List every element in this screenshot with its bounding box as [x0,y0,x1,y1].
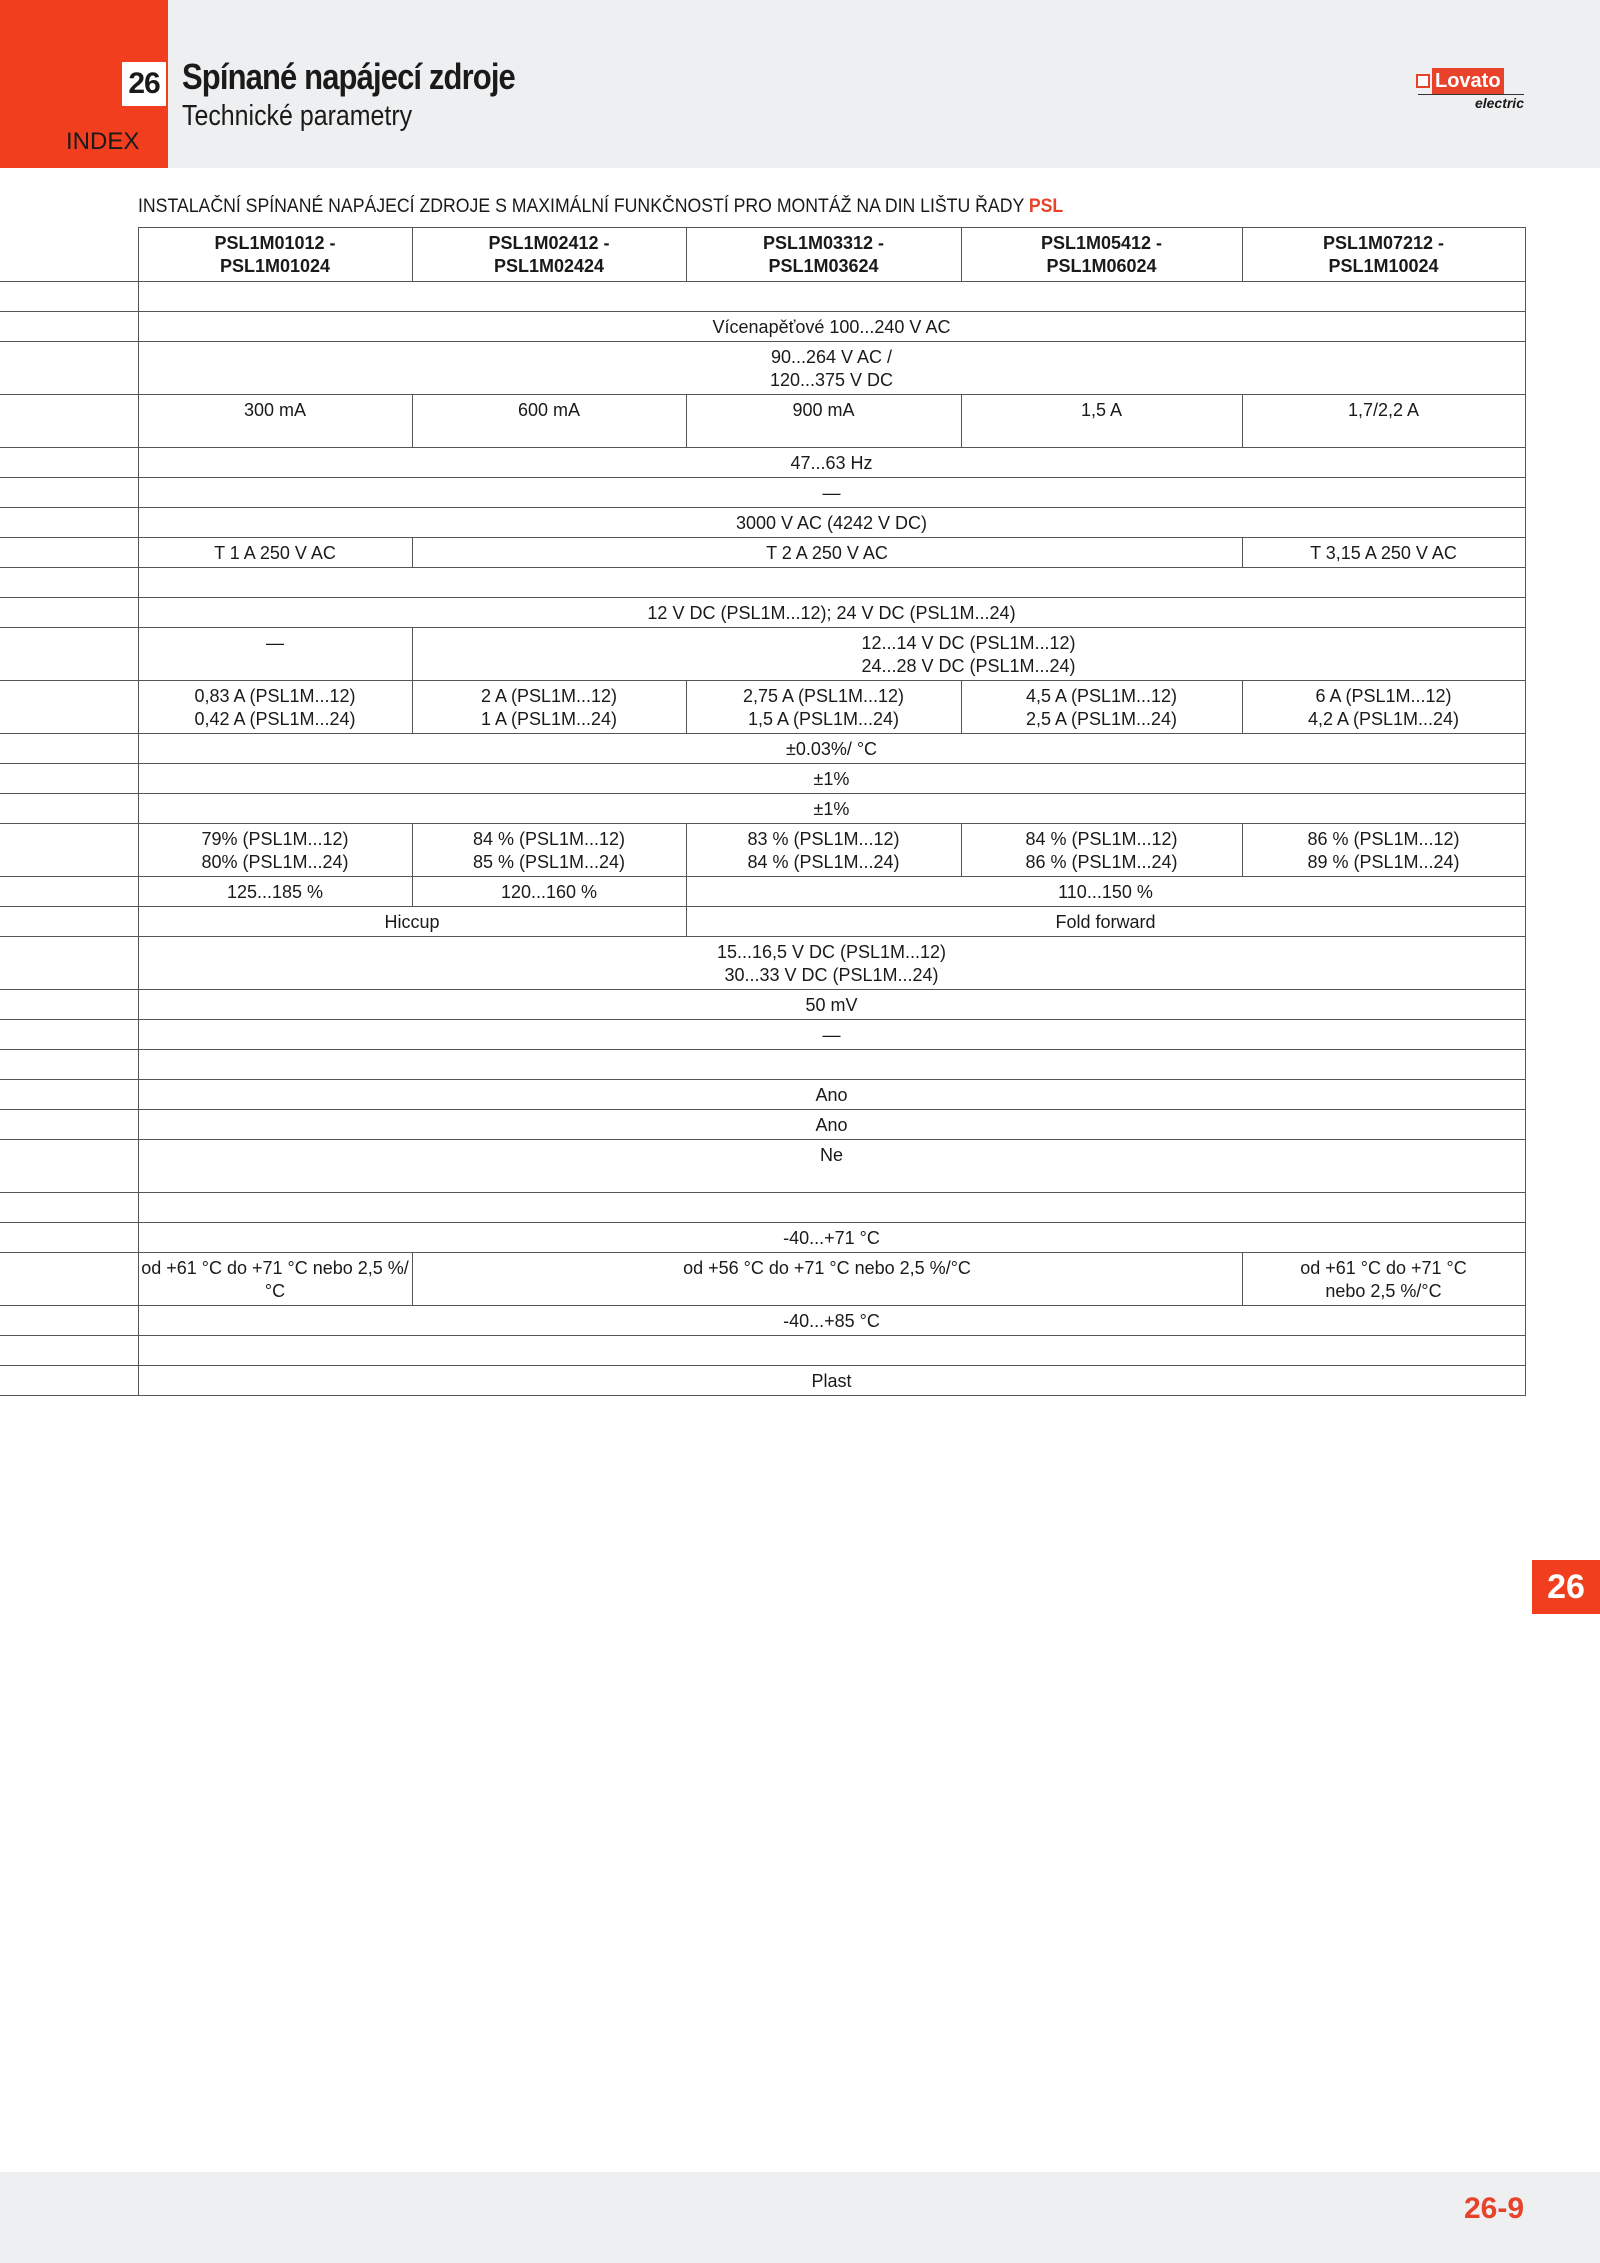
table-cell [138,1110,1525,1140]
cell-line: 900 mA [792,400,855,420]
section-row-cell [138,1336,1525,1366]
row-label-cell [0,1306,138,1336]
cell-line: nebo 2,5 %/°C [1325,1281,1442,1301]
table-cell [138,1080,1525,1110]
column-header-line: PSL1M05412 - [1040,233,1163,253]
cell-line: 15...16,5 V DC (PSL1M...12) [716,942,947,962]
table-row [0,794,1525,824]
table-cell [1242,538,1525,568]
row-label-cell [0,598,138,628]
cell-line: Vícenapěťové 100...240 V AC [712,317,951,337]
row-label-cell [0,1050,138,1080]
cell-line: 30...33 V DC (PSL1M...24) [724,965,939,985]
cell-line: ±1% [813,769,850,789]
cell-line: 2 A (PSL1M...12) [480,686,618,706]
cell-line: 84 % (PSL1M...12) [472,829,626,849]
row-label-cell [0,395,138,448]
logo-mark-icon [1416,74,1430,88]
cell-line: 4,5 A (PSL1M...12) [1025,686,1178,706]
row-label-cell [0,478,138,508]
cell-line: 79% (PSL1M...12) [201,829,349,849]
cell-line: 300 mA [243,400,307,420]
row-label-cell [0,990,138,1020]
cell-line: 2,75 A (PSL1M...12) [742,686,905,706]
cell-line: -40...+85 °C [783,1311,880,1331]
chapter-side-tab[interactable]: 26 [1532,1560,1600,1614]
cell-line: ±0.03%/ °C [785,739,878,759]
table-cell [138,1253,412,1306]
section-row-cell [138,282,1525,312]
cell-line: 89 % (PSL1M...24) [1307,852,1460,872]
table-cell [138,478,1525,508]
table-cell [1242,1253,1525,1306]
cell-line: 125...185 % [226,882,324,902]
chapter-number: 26 [122,62,166,106]
table-cell [686,681,961,734]
cell-line: 86 % (PSL1M...12) [1307,829,1460,849]
row-label-cell [0,937,138,990]
row-label-cell [0,1223,138,1253]
cell-line: — [822,1025,841,1045]
row-label-cell [0,1020,138,1050]
cell-line: 6 A (PSL1M...12) [1315,686,1452,706]
table-cell [138,681,412,734]
footer-band [0,2172,1600,2263]
table-row [0,342,1525,395]
table-cell [961,395,1242,448]
cell-line: Fold forward [1055,912,1156,932]
cell-line: Hiccup [384,912,440,932]
cell-line: 1,5 A (PSL1M...24) [747,709,900,729]
cell-line: Ne [819,1145,843,1165]
cell-line: T 1 A 250 V AC [214,543,336,563]
row-label-cell [0,508,138,538]
table-row [0,734,1525,764]
table-row [0,1080,1525,1110]
header-row [0,228,1525,282]
cell-line: 1,5 A [1080,400,1123,420]
table-row [0,1050,1525,1080]
table-cell [1242,681,1525,734]
table-row [0,990,1525,1020]
table-row [0,628,1525,681]
cell-line: 24...28 V DC (PSL1M...24) [861,656,1076,676]
row-label-cell [0,907,138,937]
table-cell [138,907,686,937]
table-cell [1242,824,1525,877]
section-row-cell [138,568,1525,598]
cell-line: 90...264 V AC / [770,347,893,367]
table-cell [138,990,1525,1020]
cell-line: — [822,483,841,503]
caption-text: INSTALAČNÍ SPÍNANÉ NAPÁJECÍ ZDROJE S MAXIMÁLNÍ FUNKČNOSTÍ PRO MONTÁŽ NA DIN LIŠTU ŘADY [138,196,1029,217]
table-row [0,282,1525,312]
table-row [0,395,1525,448]
cell-line: od +56 °C do +71 °C nebo 2,5 %/°C [683,1258,971,1278]
cell-line: 47...63 Hz [790,453,873,473]
cell-line: 4,2 A (PSL1M...24) [1307,709,1460,729]
cell-line: 80% (PSL1M...24) [201,852,349,872]
row-label-cell [0,1140,138,1193]
row-label-cell [0,681,138,734]
logo-sub: electric [1418,94,1524,111]
column-header-line: PSL1M10024 [1328,256,1439,276]
row-label-cell [0,764,138,794]
label-column-header [0,228,138,282]
section-row-cell [138,1193,1525,1223]
cell-line: 0,42 A (PSL1M...24) [194,709,356,729]
table-cell [138,1223,1525,1253]
cell-line: 3000 V AC (4242 V DC) [735,513,928,533]
cell-line: 12 V DC (PSL1M...12); 24 V DC (PSL1M...24) [647,603,1016,623]
table-cell [138,312,1525,342]
cell-line: 12...14 V DC (PSL1M...12) [861,633,1076,653]
row-label-cell [0,1193,138,1223]
row-label-cell [0,282,138,312]
row-label-cell [0,824,138,877]
cell-line: Ano [815,1115,848,1135]
cell-line: 86 % (PSL1M...24) [1025,852,1178,872]
column-header-line: PSL1M02412 - [488,233,610,253]
row-label-cell [0,1080,138,1110]
table-row [0,478,1525,508]
cell-line: 110...150 % [1058,882,1153,902]
cell-line: Ano [815,1085,848,1105]
column-header [138,228,412,282]
table-cell [138,508,1525,538]
table-cell [138,1306,1525,1336]
cell-line: Plast [811,1371,852,1391]
table-row [0,1306,1525,1336]
table-cell [686,877,1525,907]
column-header-line: PSL1M01012 - [214,233,336,253]
table-cell [686,824,961,877]
row-label-cell [0,1253,138,1306]
row-label-cell [0,628,138,681]
column-header-line: PSL1M06024 [1046,256,1157,276]
table-row [0,1223,1525,1253]
cell-line: od +61 °C do +71 °C [1300,1258,1467,1278]
row-label-cell [0,1366,138,1396]
table-cell [412,681,686,734]
table-row [0,937,1525,990]
table-row [0,907,1525,937]
row-label-cell [0,568,138,598]
table-cell [138,538,412,568]
table-cell [686,395,961,448]
cell-line: — [266,633,284,653]
row-label-cell [0,448,138,478]
logo-word: Lovato [1432,68,1504,94]
table-cell [412,538,1242,568]
cell-line: 1,7/2,2 A [1347,400,1420,420]
table-cell [138,395,412,448]
cell-line: 120...160 % [500,882,598,902]
column-header-line: PSL1M03312 - [762,233,885,253]
table-cell [138,877,412,907]
table-cell [138,1140,1525,1193]
table-row [0,877,1525,907]
table-row [0,1366,1525,1396]
table-row [0,538,1525,568]
cell-line: -40...+71 °C [783,1228,880,1248]
table-cell [412,395,686,448]
column-header-line: PSL1M03624 [768,256,879,276]
table-cell [961,824,1242,877]
cell-line: 0,83 A (PSL1M...12) [194,686,356,706]
column-header [412,228,686,282]
table-row [0,1020,1525,1050]
column-header [686,228,961,282]
cell-line: 84 % (PSL1M...24) [747,852,900,872]
row-label-cell [0,1110,138,1140]
cell-line: 1 A (PSL1M...24) [480,709,618,729]
table-cell [961,681,1242,734]
cell-line: 2,5 A (PSL1M...24) [1025,709,1178,729]
cell-line: od +61 °C do +71 °C nebo 2,5 %/°C [141,1258,409,1301]
table-row [0,312,1525,342]
cell-line: 83 % (PSL1M...12) [747,829,900,849]
index-label: INDEX [66,128,140,155]
cell-line: 50 mV [805,995,858,1015]
page-subtitle: Technické parametry [182,100,413,132]
cell-line: 84 % (PSL1M...12) [1025,829,1178,849]
table-cell [138,342,1525,395]
table-row [0,824,1525,877]
table-cell [138,824,412,877]
specification-table [0,227,1526,1396]
row-label-cell [0,312,138,342]
cell-line: 600 mA [517,400,581,420]
row-label-cell [0,734,138,764]
column-header [1242,228,1525,282]
table-cell [138,628,412,681]
table-row [0,1110,1525,1140]
table-row [0,1193,1525,1223]
caption-highlight: PSL [1028,196,1064,217]
cell-line: 85 % (PSL1M...24) [472,852,626,872]
page-title: Spínané napájecí zdroje [182,56,515,97]
cell-line: 120...375 V DC [769,370,894,390]
row-label-cell [0,342,138,395]
cell-line: T 3,15 A 250 V AC [1310,543,1457,563]
section-row-cell [138,1050,1525,1080]
table-cell [138,448,1525,478]
row-label-cell [0,877,138,907]
table-row [0,681,1525,734]
table-row [0,598,1525,628]
table-cell [138,1366,1525,1396]
column-header [961,228,1242,282]
table-row [0,448,1525,478]
table-cell [138,598,1525,628]
table-cell [412,824,686,877]
cell-line: ±1% [813,799,850,819]
column-header-line: PSL1M01024 [219,256,331,276]
table-row [0,1253,1525,1306]
index-button[interactable] [0,0,168,168]
table-row [0,568,1525,598]
row-label-cell [0,538,138,568]
row-label-cell [0,1336,138,1366]
lovato-logo [1416,68,1524,114]
table-row [0,1336,1525,1366]
row-label-cell [0,794,138,824]
table-row [0,508,1525,538]
table-cell [412,1253,1242,1306]
page-number: 26-9 [1463,2192,1524,2225]
table-cell [1242,395,1525,448]
column-header-line: PSL1M02424 [493,256,605,276]
table-cell [138,764,1525,794]
table-cell [138,1020,1525,1050]
table-cell [138,734,1525,764]
table-cell [138,937,1525,990]
table-row [0,764,1525,794]
cell-line: T 2 A 250 V AC [766,543,888,563]
table-cell [412,877,686,907]
table-row [0,1140,1525,1193]
table-cell [412,628,1525,681]
column-header-line: PSL1M07212 - [1322,233,1445,253]
table-cell [138,794,1525,824]
table-cell [686,907,1525,937]
table-caption [138,196,1063,218]
